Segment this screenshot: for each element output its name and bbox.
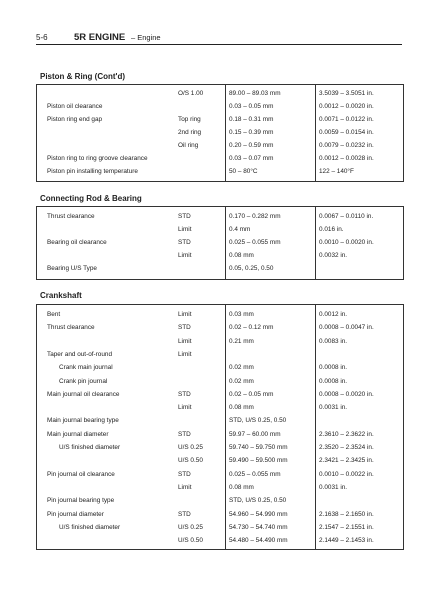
spec-condition: Limit (178, 404, 192, 412)
spec-table-connecting-rod (36, 206, 404, 280)
spec-imperial: 2.1449 – 2.1453 in. (319, 537, 374, 545)
spec-item: Pin journal bearing type (47, 497, 115, 505)
spec-imperial: 0.0012 in. (319, 311, 348, 318)
spec-item: Thrust clearance (47, 324, 95, 332)
spec-condition: O/S 1.00 (178, 90, 204, 97)
spec-imperial: 0.0071 – 0.0122 in. (319, 116, 374, 123)
spec-imperial: 2.1547 – 2.1551 in. (319, 523, 374, 531)
spec-imperial: 0.0079 – 0.0232 in. (319, 142, 374, 149)
spec-metric: 0.03 mm (229, 311, 254, 318)
spec-item: Taper and out-of-round (47, 350, 113, 358)
spec-item: Bearing U/S Type (47, 265, 97, 272)
table-row (37, 127, 403, 139)
spec-condition: Limit (178, 252, 192, 259)
table-row (37, 263, 403, 275)
table-row (37, 469, 403, 481)
spec-metric: STD, U/S 0.25, 0.50 (229, 497, 287, 505)
spec-item: Bent (47, 311, 61, 318)
spec-metric: 59.97 – 60.00 mm (229, 430, 281, 438)
spec-condition: STD (178, 510, 191, 518)
spec-imperial: 0.0067 – 0.0110 in. (319, 213, 374, 220)
spec-imperial: 0.0059 – 0.0154 in. (319, 129, 374, 136)
spec-imperial: 0.0010 – 0.0020 in. (319, 239, 374, 246)
spec-item: Main journal oil clearance (47, 390, 120, 398)
table-row (37, 322, 403, 334)
spec-table-piston-ring (36, 84, 404, 182)
spec-item: Crank pin journal (59, 377, 108, 385)
table-row (37, 237, 403, 249)
spec-item: Main journal diameter (47, 430, 109, 438)
table-row (37, 211, 403, 223)
spec-imperial: 0.0008 – 0.0020 in. (319, 390, 374, 398)
spec-metric: 54.960 – 54.990 mm (229, 510, 288, 518)
section-title-connecting-rod: Connecting Rod & Bearing (40, 194, 142, 203)
spec-metric: 0.21 mm (229, 337, 254, 345)
spec-condition: Oil ring (178, 142, 199, 149)
table-row (37, 442, 403, 454)
table-row (37, 389, 403, 401)
spec-metric: 54.730 – 54.740 mm (229, 523, 288, 531)
spec-metric: 0.4 mm (229, 226, 251, 233)
table-row (37, 415, 403, 427)
table-row (37, 429, 403, 441)
header-subtitle: – Engine (131, 33, 161, 42)
spec-metric: 0.02 mm (229, 377, 254, 385)
spec-condition: U/S 0.25 (178, 523, 203, 531)
table-row (37, 482, 403, 494)
spec-metric: 0.08 mm (229, 252, 254, 259)
spec-condition: U/S 0.50 (178, 537, 203, 545)
spec-metric: 0.15 – 0.39 mm (229, 129, 274, 136)
spec-imperial: 0.0008 in. (319, 364, 348, 372)
spec-imperial: 0.0032 in. (319, 252, 348, 259)
spec-metric: 59.490 – 59.500 mm (229, 457, 288, 465)
spec-item: U/S finished diameter (59, 523, 121, 531)
spec-metric: 59.740 – 59.750 mm (229, 444, 288, 451)
spec-imperial: 2.1638 – 2.1650 in. (319, 510, 374, 518)
table-row (37, 140, 403, 152)
spec-imperial: 0.0012 – 0.0028 in. (319, 155, 374, 162)
spec-condition: STD (178, 324, 191, 332)
spec-imperial: 2.3421 – 2.3425 in. (319, 457, 374, 465)
spec-imperial: 0.0008 – 0.0047 in. (319, 324, 374, 332)
spec-imperial: 2.3520 – 2.3524 in. (319, 444, 374, 451)
table-row (37, 153, 403, 165)
table-row (37, 250, 403, 262)
spec-item: Thrust clearance (47, 213, 95, 220)
spec-metric: 0.08 mm (229, 404, 254, 412)
table-row (37, 402, 403, 414)
spec-metric: 0.025 – 0.055 mm (229, 470, 281, 478)
table-row (37, 114, 403, 126)
spec-imperial: 2.3610 – 2.3622 in. (319, 430, 374, 438)
header-rule (36, 44, 402, 45)
table-row (37, 88, 403, 100)
table-row (37, 522, 403, 534)
spec-condition: Limit (178, 483, 192, 491)
spec-condition: Limit (178, 350, 192, 358)
table-row (37, 224, 403, 236)
spec-imperial: 3.5039 – 3.5051 in. (319, 90, 374, 97)
table-row (37, 349, 403, 361)
table-row (37, 376, 403, 388)
table-row (37, 309, 403, 321)
spec-item: Crank main journal (59, 364, 113, 372)
spec-item: Piston oil clearance (47, 103, 103, 110)
spec-metric: 0.08 mm (229, 483, 254, 491)
spec-condition: Limit (178, 311, 192, 318)
spec-metric: 0.03 – 0.05 mm (229, 103, 274, 110)
table-row (37, 495, 403, 507)
table-row (37, 362, 403, 374)
spec-metric: 50 – 80°C (229, 168, 258, 175)
spec-item: Pin journal oil clearance (47, 470, 115, 478)
spec-condition: Limit (178, 226, 192, 233)
spec-condition: STD (178, 213, 191, 220)
spec-condition: U/S 0.50 (178, 457, 203, 465)
spec-imperial: 122 – 140°F (319, 168, 354, 175)
spec-imperial: 0.0010 – 0.0022 in. (319, 470, 374, 478)
spec-imperial: 0.0008 in. (319, 377, 348, 385)
spec-metric: 0.02 – 0.12 mm (229, 324, 274, 332)
spec-metric: STD, U/S 0.25, 0.50 (229, 417, 287, 425)
table-row (37, 509, 403, 521)
spec-item: Bearing oil clearance (47, 239, 107, 246)
spec-condition: STD (178, 430, 191, 438)
spec-metric: 0.170 – 0.282 mm (229, 213, 281, 220)
spec-condition: STD (178, 390, 191, 398)
spec-metric: 54.480 – 54.490 mm (229, 537, 288, 545)
spec-metric: 89.00 – 89.03 mm (229, 90, 281, 97)
spec-metric: 0.025 – 0.055 mm (229, 239, 281, 246)
spec-table-crankshaft (36, 304, 404, 550)
spec-condition: U/S 0.25 (178, 444, 203, 451)
spec-item: Piston ring end gap (47, 116, 103, 123)
table-row (37, 336, 403, 348)
table-row (37, 166, 403, 178)
spec-imperial: 0.016 in. (319, 226, 344, 233)
spec-metric: 0.05, 0.25, 0.50 (229, 265, 274, 272)
spec-imperial: 0.0083 in. (319, 337, 348, 345)
spec-metric: 0.03 – 0.07 mm (229, 155, 274, 162)
spec-condition: 2nd ring (178, 129, 202, 136)
page-number: 5-6 (36, 33, 48, 42)
spec-condition: Limit (178, 337, 192, 345)
spec-item: Piston ring to ring groove clearance (47, 155, 148, 162)
table-row (37, 101, 403, 113)
spec-imperial: 0.0012 – 0.0020 in. (319, 103, 374, 110)
spec-metric: 0.18 – 0.31 mm (229, 116, 274, 123)
spec-metric: 0.02 – 0.05 mm (229, 390, 274, 398)
spec-condition: STD (178, 239, 191, 246)
spec-metric: 0.20 – 0.59 mm (229, 142, 274, 149)
spec-item: Piston pin installing temperature (47, 168, 138, 175)
spec-imperial: 0.0031 in. (319, 483, 348, 491)
section-title-crankshaft: Crankshaft (40, 291, 82, 300)
table-row (37, 455, 403, 467)
header-title: 5R ENGINE (74, 32, 126, 43)
spec-item: Pin journal diameter (47, 510, 104, 518)
spec-item: U/S finished diameter (59, 444, 121, 451)
spec-condition: Top ring (178, 116, 201, 123)
spec-metric: 0.02 mm (229, 364, 254, 372)
spec-condition: STD (178, 470, 191, 478)
table-row (37, 535, 403, 547)
spec-imperial: 0.0031 in. (319, 404, 348, 412)
spec-item: Main journal bearing type (47, 417, 119, 425)
section-title-piston-ring: Piston & Ring (Cont'd) (40, 72, 125, 81)
